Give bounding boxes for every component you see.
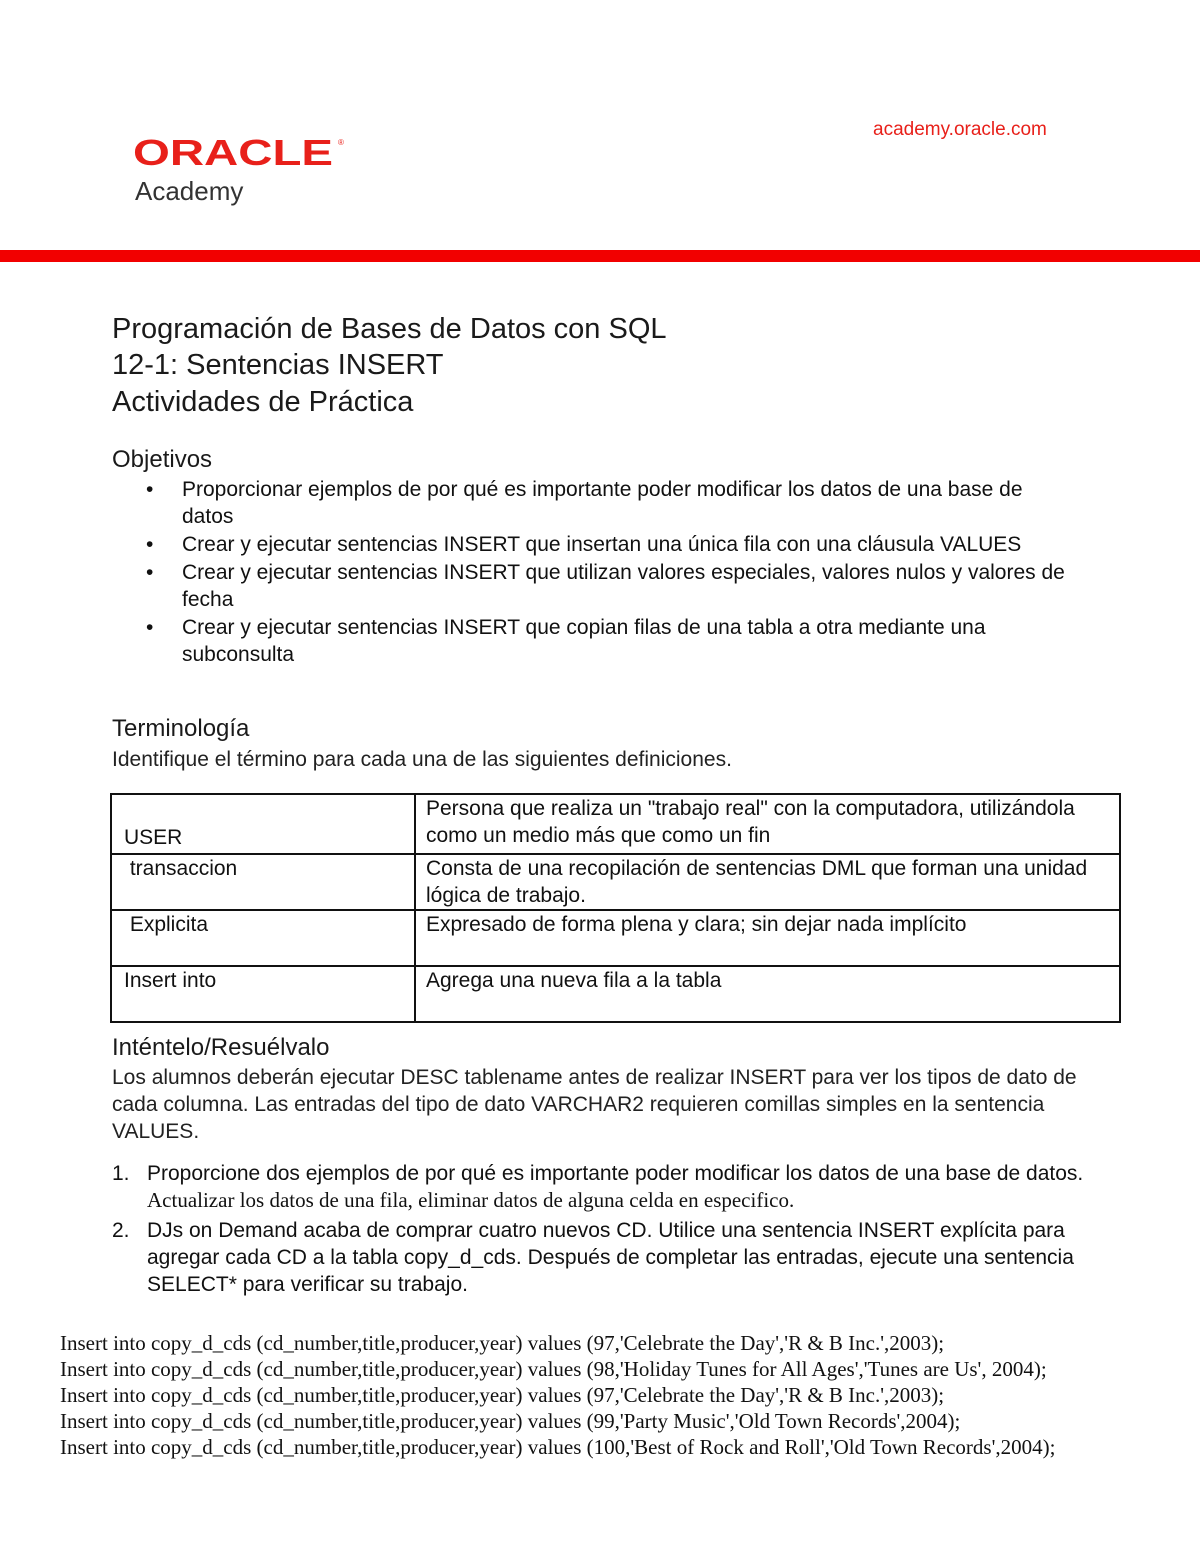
definition-cell: Consta de una recopilación de sentencias DML que forman una unidad lógica de trabajo. <box>415 854 1120 910</box>
objective-item: • Crear y ejecutar sentencias INSERT que utilizan valores especiales, valores nulos y valores de fecha <box>146 561 1065 611</box>
try-it-heading: Inténtelo/Resuélvalo <box>112 1034 330 1061</box>
question-number: 2. <box>112 1219 130 1242</box>
sql-line: Insert into copy_d_cds (cd_number,title,producer,year) values (99,'Party Music','Old Town Records',2004); <box>60 1409 961 1433</box>
answer-text[interactable]: Actualizar los datos de una fila, eliminar datos de alguna celda en especifico. <box>147 1188 795 1212</box>
lesson-title: 12-1: Sentencias INSERT <box>112 349 444 381</box>
sql-line: Insert into copy_d_cds (cd_number,title,producer,year) values (97,'Celebrate the Day','R & B Inc.',2003); <box>60 1383 945 1407</box>
svg-text:®: ® <box>338 138 344 147</box>
objectives-heading: Objetivos <box>112 446 213 473</box>
sql-line: Insert into copy_d_cds (cd_number,title,producer,year) values (98,'Holiday Tunes for All Ages','Tunes are Us', 2004); <box>60 1357 1047 1381</box>
oracle-academy-logo <box>133 133 353 213</box>
terminology-heading: Terminología <box>112 715 250 742</box>
term-cell[interactable]: Insert into <box>111 966 415 1022</box>
question-number: 1. <box>112 1162 130 1185</box>
question-text: Proporcione dos ejemplos de por qué es importante poder modificar los datos de una base de datos. <box>147 1162 1084 1185</box>
header-red-bar <box>0 250 1200 262</box>
bullet-icon: • <box>146 478 154 501</box>
table-row <box>111 966 1120 1022</box>
bullet-icon: • <box>146 561 154 584</box>
sql-line: Insert into copy_d_cds (cd_number,title,producer,year) values (97,'Celebrate the Day','R & B Inc.',2003); <box>60 1331 945 1355</box>
bullet-icon: • <box>146 533 154 556</box>
question-item <box>112 1217 1092 1298</box>
sql-answer-block[interactable] <box>60 1330 1190 1460</box>
question-text: DJs on Demand acaba de comprar cuatro nuevos CD. Utilice una sentencia INSERT explícita para agregar cada CD a la tabla copy_d_cds. Después de completar las entradas, ejecute una sentencia SELECT* para verificar su trabajo. <box>147 1219 1074 1296</box>
term-cell[interactable]: Explicita <box>111 910 415 966</box>
activity-title: Actividades de Práctica <box>112 386 414 418</box>
sql-line: Insert into copy_d_cds (cd_number,title,producer,year) values (100,'Best of Rock and Roll','Old Town Records',2004); <box>60 1435 1056 1459</box>
table-row <box>111 910 1120 966</box>
site-link[interactable]: academy.oracle.com <box>873 119 1047 140</box>
term-cell[interactable]: transaccion <box>111 854 415 910</box>
logo-wordmark: ORACLE <box>133 133 333 173</box>
objective-item: • Crear y ejecutar sentencias INSERT que copian filas de una tabla a otra mediante una subconsulta <box>146 616 986 666</box>
table-row <box>111 794 1120 854</box>
question-item <box>112 1160 1092 1214</box>
objectives-list <box>112 476 1072 669</box>
bullet-icon: • <box>146 616 154 639</box>
try-it-intro: Los alumnos deberán ejecutar DESC tablename antes de realizar INSERT para ver los tipos de dato de cada columna. Las entradas del tipo de dato VARCHAR2 requieren comillas simples en la sentencia VALUES. <box>112 1066 1077 1143</box>
terminology-table <box>110 793 1121 1023</box>
oracle-logo-graphic <box>133 133 353 213</box>
terminology-intro: Identifique el término para cada una de las siguientes definiciones. <box>112 748 732 771</box>
table-row <box>111 854 1120 910</box>
definition-cell: Agrega una nueva fila a la tabla <box>415 966 1120 1022</box>
objective-item: • Proporcionar ejemplos de por qué es importante poder modificar los datos de una base de datos <box>146 478 1023 528</box>
course-title: Programación de Bases de Datos con SQL <box>112 313 667 345</box>
objective-item: • Crear y ejecutar sentencias INSERT que insertan una única fila con una cláusula VALUES <box>146 533 1022 556</box>
logo-subtitle: Academy <box>135 176 244 206</box>
questions-list <box>112 1160 1092 1298</box>
definition-cell: Persona que realiza un "trabajo real" con la computadora, utilizándola como un medio más que como un fin <box>415 794 1120 854</box>
definition-cell: Expresado de forma plena y clara; sin dejar nada implícito <box>415 910 1120 966</box>
term-cell[interactable]: USER <box>111 794 415 854</box>
